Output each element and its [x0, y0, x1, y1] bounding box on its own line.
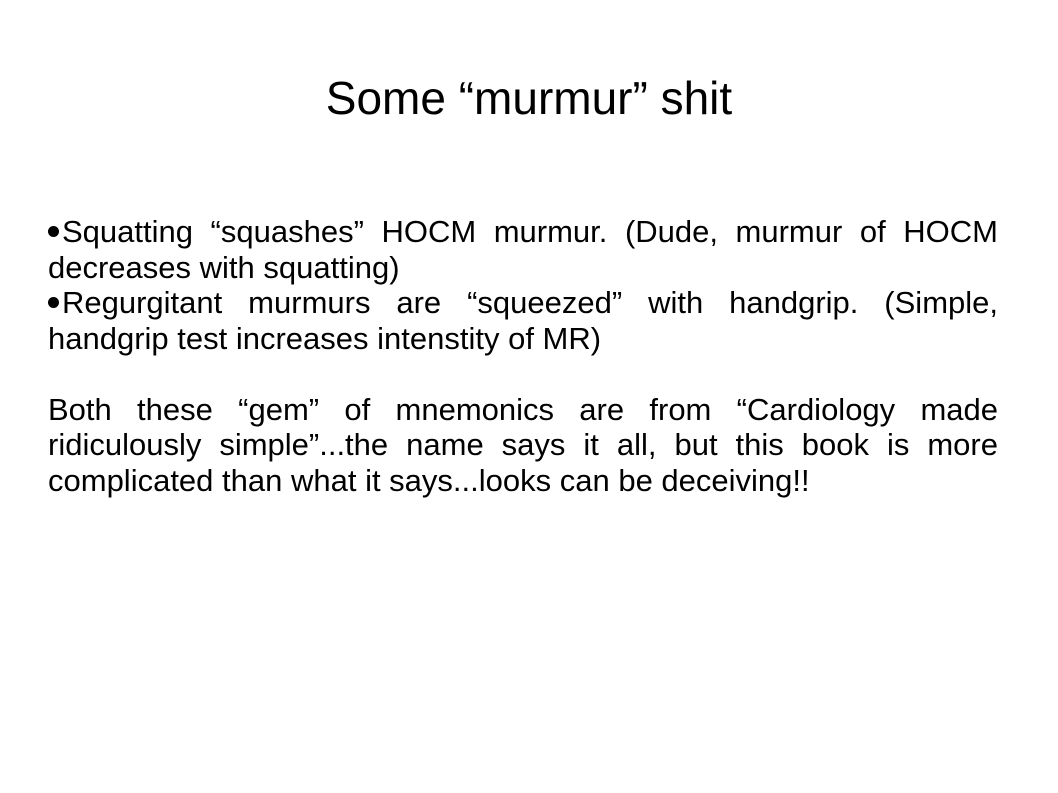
body-paragraph: Both these “gem” of mnemonics are from “Cardiology made ridiculously simple”...the name says it all, but this book is more complicated than what it says...looks can be deceiving!! [48, 391, 998, 498]
bullet-item-handgrip: Regurgitant murmurs are “squeezed” with handgrip. (Simple, handgrip test increases intenstity of MR) [48, 285, 998, 356]
bullet-item-squatting: Squatting “squashes” HOCM murmur. (Dude, murmur of HOCM decreases with squatting) [48, 214, 998, 285]
slide-content [48, 214, 998, 498]
slide-title: Some “murmur” shit [325, 72, 733, 124]
spacer [48, 356, 998, 392]
